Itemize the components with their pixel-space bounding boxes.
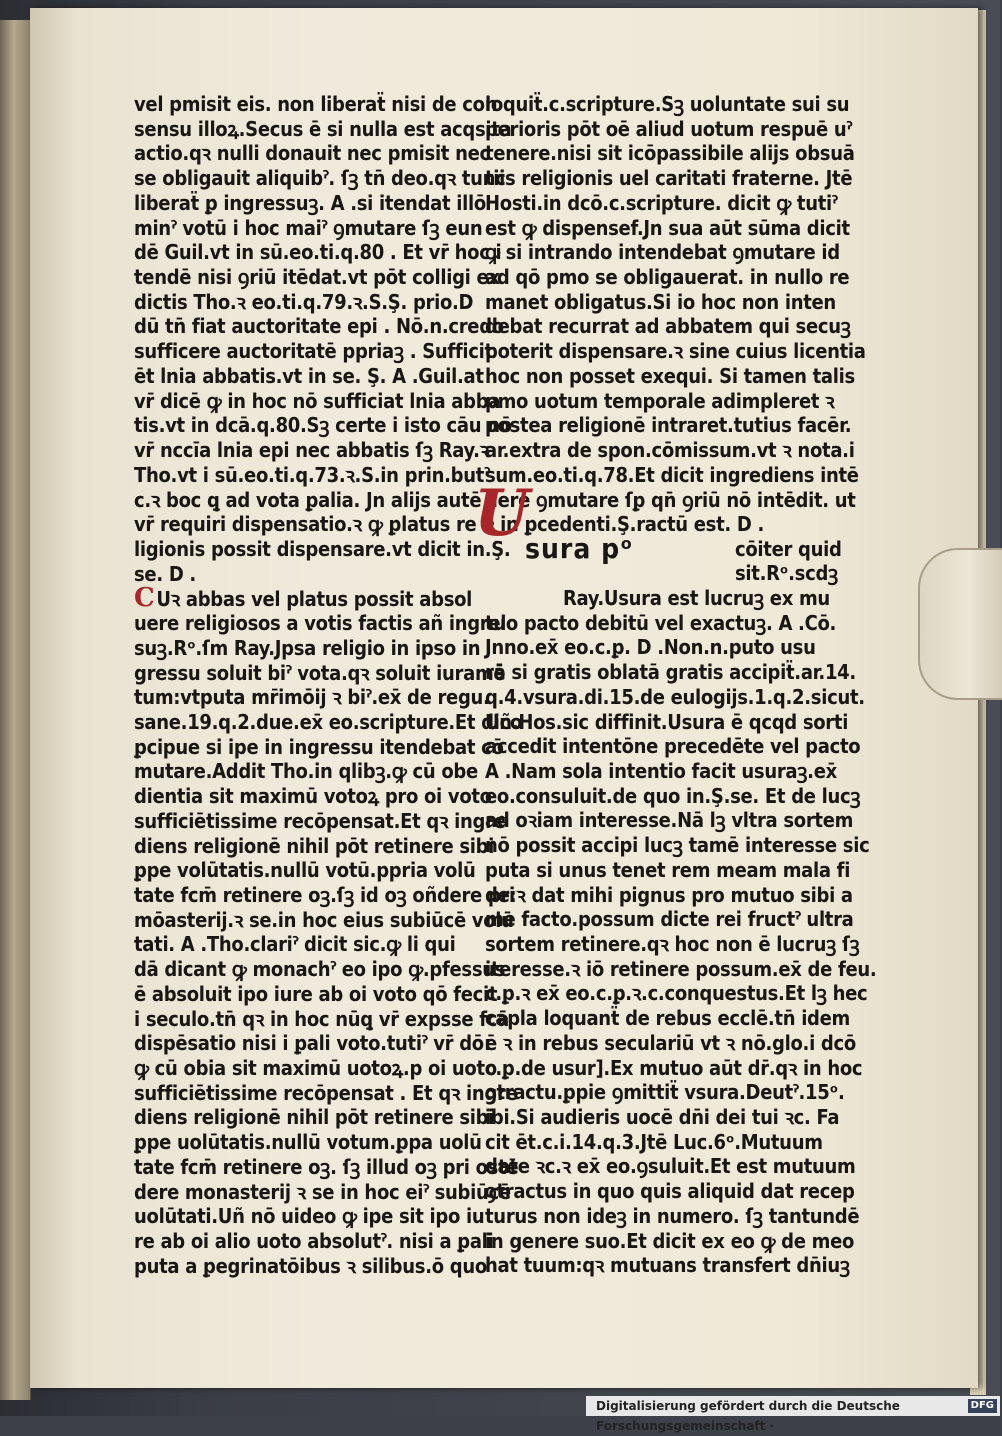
text-line: sufficiētissime recōpensat . Et qꝛ ingre xyxy=(134,1080,518,1105)
text-line: dictis Tho.ꝛ eo.ti.q.79.ꝛ.S.Ş. prio.D xyxy=(134,289,474,314)
text-line: tendē nisi ꝯriū itēdat.vt pōt colligi ex xyxy=(134,265,500,290)
usura-heading-right-2: sit.Rᵒ.scdꝫ xyxy=(735,560,838,585)
text-line: nō possit accipi lucꝫ tamē interesse sic xyxy=(485,833,870,858)
usura-heading-right: cōiter quid xyxy=(735,536,842,561)
text-line: puta si unus tenet rem meam mala fi xyxy=(485,857,851,882)
text-line: accedit intentōne precedēte vel pacto xyxy=(485,734,861,759)
text-line: ꝯtractus in quo quis aliquid dat recep xyxy=(485,1179,855,1204)
text-line: perioris pōt oē aliud uotum respuē uˀ xyxy=(485,116,852,141)
text-line: de:ꝛ dat mihi pignus pro mutuo sibi a xyxy=(485,882,853,907)
text-line: dere monasterij ꝛ se in hoc eiˀ subiūcē xyxy=(134,1179,511,1204)
text-line: c.ꝑ.ꝛ ex̄ eo.c.ꝑ.ꝛ.c.conquestus.Et lꝫ hec xyxy=(485,981,868,1006)
text-line: ꝯtractu.ꝑpie ꝯmittiẗ vsura.Deutˀ.15ᵒ. xyxy=(485,1080,845,1105)
text-line: pmo uotum temporale adimpleret ꝛ xyxy=(485,388,835,413)
usura-initial-letter: U xyxy=(474,476,530,551)
text-line: diens religionē nihil pōt retinere sibi xyxy=(134,833,495,858)
text-line: loquiẗ.c.scripture.Sꝫ uoluntate sui su xyxy=(485,92,850,116)
text-line: ēt lnia abbatis.vt in se. Ş. A .Guil.at xyxy=(134,363,484,388)
text-line: in genere suo.Et dicit ex eo ꝙ de meo xyxy=(485,1228,855,1253)
text-line: cit ēt.c.i.14.q.3.Jtē Luc.6ᵒ.Mutuum xyxy=(485,1129,823,1154)
text-line: ꝑcipue si ipe in ingressu itendebat cō xyxy=(134,734,504,759)
text-line: minˀ votū i hoc maiˀ ꝯmutare ſꝫ eun xyxy=(134,215,483,240)
left-page-edge xyxy=(0,20,31,1400)
text-line: poterit dispensare.ꝛ sine cuius licentia xyxy=(485,339,866,364)
usura-heading: sura pᵒ xyxy=(525,531,634,565)
text-line: Tho.vt i sū.eo.ti.q.73.ꝛ.S.in prin.butˀ xyxy=(134,462,490,487)
text-line: mutare.Addit Tho.in qlibꝫ.ꝙ cū obe xyxy=(134,759,478,784)
text-line: vr̄ dicē ꝙ in hoc nō sufficiat lnia abba xyxy=(134,388,501,413)
text-line: uolūtati.Uñ nō uideo ꝙ ipe sit ipo iu xyxy=(134,1204,485,1229)
text-line: debat recurrat ad abbatem qui secuꝫ xyxy=(485,314,851,339)
text-line: tati. A .Tho.clariˀ dicit sic.ꝙ li qui xyxy=(134,932,456,957)
text-line: tum:vtputa mr̄imōij ꝛ biˀ.ex̄ de regu. xyxy=(134,685,490,710)
text-line: sufficiētissime recōpensat.Et qꝛ ingre xyxy=(134,808,506,833)
text-line: actio.qꝛ nulli donauit nec pmisit nec xyxy=(134,141,490,166)
text-line: manet obligatus.Si io hoc non inten xyxy=(485,289,836,314)
text-line: dere ꝯmutare ſꝑ qn̄ ꝯriū nō intēdit. ut xyxy=(485,487,856,512)
text-line: i seculo.tn̄ qꝛ in hoc nūꝗ vr̄ expsse fcā xyxy=(134,1006,509,1031)
text-line: se obligauit aliquibˀ. ſꝫ tn̄ deo.qꝛ tunc xyxy=(134,166,506,191)
text-line: sufficere auctoritatē ppriaꝫ . Sufficit xyxy=(134,339,493,364)
text-line: A .Nam sola intentio facit usuraꝫ.ex̄ xyxy=(485,758,837,783)
text-line: turus non ideꝫ in numero. ſꝫ tantundē xyxy=(485,1203,860,1228)
text-line: tenere.nisi sit icōpassibile alijs obsuā xyxy=(485,141,855,166)
footer-credit: Digitalisierung gefördert durch die Deutsche Forschungsgemeinschaft · xyxy=(596,1399,900,1433)
text-line: dispēsatio nisi i ꝑali voto.tutiˀ vr̄ dō: xyxy=(134,1031,491,1056)
left-text-column xyxy=(134,92,523,1279)
text-line: vr̄ requiri dispensatio.ꝛ ꝙ ꝑlatus re xyxy=(134,512,477,537)
text-line: date ꝛc.ꝛ ex̄ eo.ꝯsuluit.Et est mutuum xyxy=(485,1154,856,1179)
text-line: dā dicant ꝙ monachˀ eo ipo ꝙ.pfessus xyxy=(134,957,506,982)
text-line: ibi.Si audieris uocē dn̄i dei tui ꝛc. Fa xyxy=(485,1105,840,1130)
text-line: vel pmisit eis. non liberaẗ nisi de con xyxy=(134,92,498,116)
text-line: puta a ꝑegrinatōibus ꝛ silibus.ō quo xyxy=(134,1253,487,1278)
text-line: ꝙ cū obia sit maximū uotoꝝ.p oi uoto xyxy=(134,1056,497,1081)
text-line: iteresse.ꝛ iō retinere possum.ex̄ de feu. xyxy=(485,956,877,981)
text-line: Uñ.Hos.sic diffinit.Usura ē qcqd sorti xyxy=(485,709,849,734)
text-line xyxy=(134,583,473,614)
text-line: dū tn̄ fiat auctoritate epi . Nō.n.credo xyxy=(134,314,504,339)
text-line: se. D . xyxy=(134,561,196,586)
text-line: tuo pacto debitū vel exactuꝫ. A .Cō. xyxy=(485,610,837,635)
text-line: ar.extra de spon.cōmissum.vt ꝛ nota.i xyxy=(485,438,855,463)
text-line: tis.vt in dcā.q.80.Sꝫ certe i isto cāu nō xyxy=(134,413,512,438)
text-line: re ab oi alio uoto absolutˀ. nisi a ꝑali xyxy=(134,1229,494,1254)
text-line: tiis religionis uel caritati fraterne. Jtē xyxy=(485,166,853,191)
text-line: ꝛ in ꝑcedenti.Ş.ractū est. D . xyxy=(485,512,765,537)
text-line: sum.eo.ti.q.78.Et dicit ingrediens intē xyxy=(485,462,859,487)
text-line: ꝑpe uolūtatis.nullū votum.ꝑpa uolū xyxy=(134,1130,482,1155)
text-line: Ray.Usura est lucruꝫ ex mu xyxy=(563,585,830,610)
text-line: eo.consuluit.de quo in.Ş.se. Et de lucꝫ xyxy=(485,783,861,808)
text-line: ꝑpe volūtatis.nullū votū.ppria volū xyxy=(134,858,476,883)
text-line: gressu soluit biˀ vota.qꝛ soluit iuramē xyxy=(134,660,506,685)
text-line: ad oꝛiam interesse.Nā lꝫ vltra sortem xyxy=(485,808,854,833)
text-line-rest: Uꝛ abbas vel platus possit absol xyxy=(156,587,473,612)
text-line: diens religionē nihil pōt retinere sibi xyxy=(134,1105,495,1130)
footer-bar xyxy=(586,1396,1000,1433)
text-line: sane.19.q.2.due.ex̄ eo.scripture.Et dico xyxy=(134,709,523,734)
text-line: ꝙ si intrando intendebat ꝯmutare id xyxy=(485,240,840,265)
text-line: c.ꝑ.de usur].Ex mutuo aūt dr̄.qꝛ in hoc xyxy=(485,1055,863,1080)
text-line: vr̄ nccīa lnia epi nec abbatis ſꝫ Ray.ꝛ xyxy=(134,438,489,463)
text-line: me facto.possum dicte rei fructˀ ultra xyxy=(485,907,854,932)
text-line: postea religionē intraret.tutius facēr. xyxy=(485,413,852,438)
text-line: Jnno.ex̄ eo.c.ꝑ. D .Non.n.puto usu xyxy=(485,635,816,660)
text-line: Hosti.in dcō.c.scripture. dicit ꝙ tutiˀ xyxy=(485,190,838,215)
dfg-logo: DFG xyxy=(968,1399,997,1413)
text-line: est ꝙ dispensef.Jn sua aūt sūma dicit xyxy=(485,215,850,240)
text-line: sensu illoꝝ.Secus ē si nulla est acqsita xyxy=(134,116,512,141)
text-line: liberaẗ ꝑ ingressuꝫ. A .si itendat illō xyxy=(134,190,486,215)
text-line: ē absoluit ipo iure ab oi voto qō fecit xyxy=(134,981,498,1006)
scanner-clip xyxy=(918,548,1002,700)
text-line: tate fcm̄ retinere oꝫ. ſꝫ illud oꝫ pri ostē xyxy=(134,1154,519,1179)
text-line: suꝫ.Rᵒ.ſm Ray.Jpsa religio in ipso in xyxy=(134,635,481,660)
text-line: rā si gratis oblatā gratis accipiẗ.ar.14. xyxy=(485,660,856,685)
text-line: tate fcm̄ retinere oꝫ.ſꝫ id oꝫ oñdere pri xyxy=(134,883,515,907)
text-line: mōasterij.ꝛ se.in hoc eius subiūcē volū xyxy=(134,907,514,932)
text-line: sortem retinere.qꝛ hoc non ē lucruꝫ ſꝫ xyxy=(485,932,860,956)
text-line: hat tuum:qꝛ mutuans transfert dn̄iuꝫ xyxy=(485,1253,850,1278)
text-line: hoc non posset exequi. Si tamen talis xyxy=(485,363,855,388)
red-initial-letter: C xyxy=(134,583,155,614)
right-text-column xyxy=(485,92,877,1278)
text-line: ad qō pmo se obligauerat. in nullo re xyxy=(485,265,850,290)
text-line: ē ꝛ in rebus seculariū vt ꝛ nō.glo.i dcō xyxy=(485,1030,856,1055)
text-line: c.ꝛ boc ꝗ ad vota ꝑalia. Jn alijs autē xyxy=(134,487,482,512)
text-line: capla loquanẗ de rebus ecclē.tn̄ idem xyxy=(485,1006,850,1031)
text-line: q.4.vsura.di.15.de eulogijs.1.q.2.sicut. xyxy=(485,684,865,709)
text-line: ligionis possit dispensare.vt dicit in.Ş. xyxy=(134,536,511,561)
text-line: dientia sit maximū votoꝝ pro oi voto xyxy=(134,784,492,809)
text-line: dē Guil.vt in sū.eo.ti.q.80 . Et vr̄ hoc i xyxy=(134,240,502,265)
text-line: uere religiosos a votis factis añ ingrel xyxy=(134,611,507,636)
